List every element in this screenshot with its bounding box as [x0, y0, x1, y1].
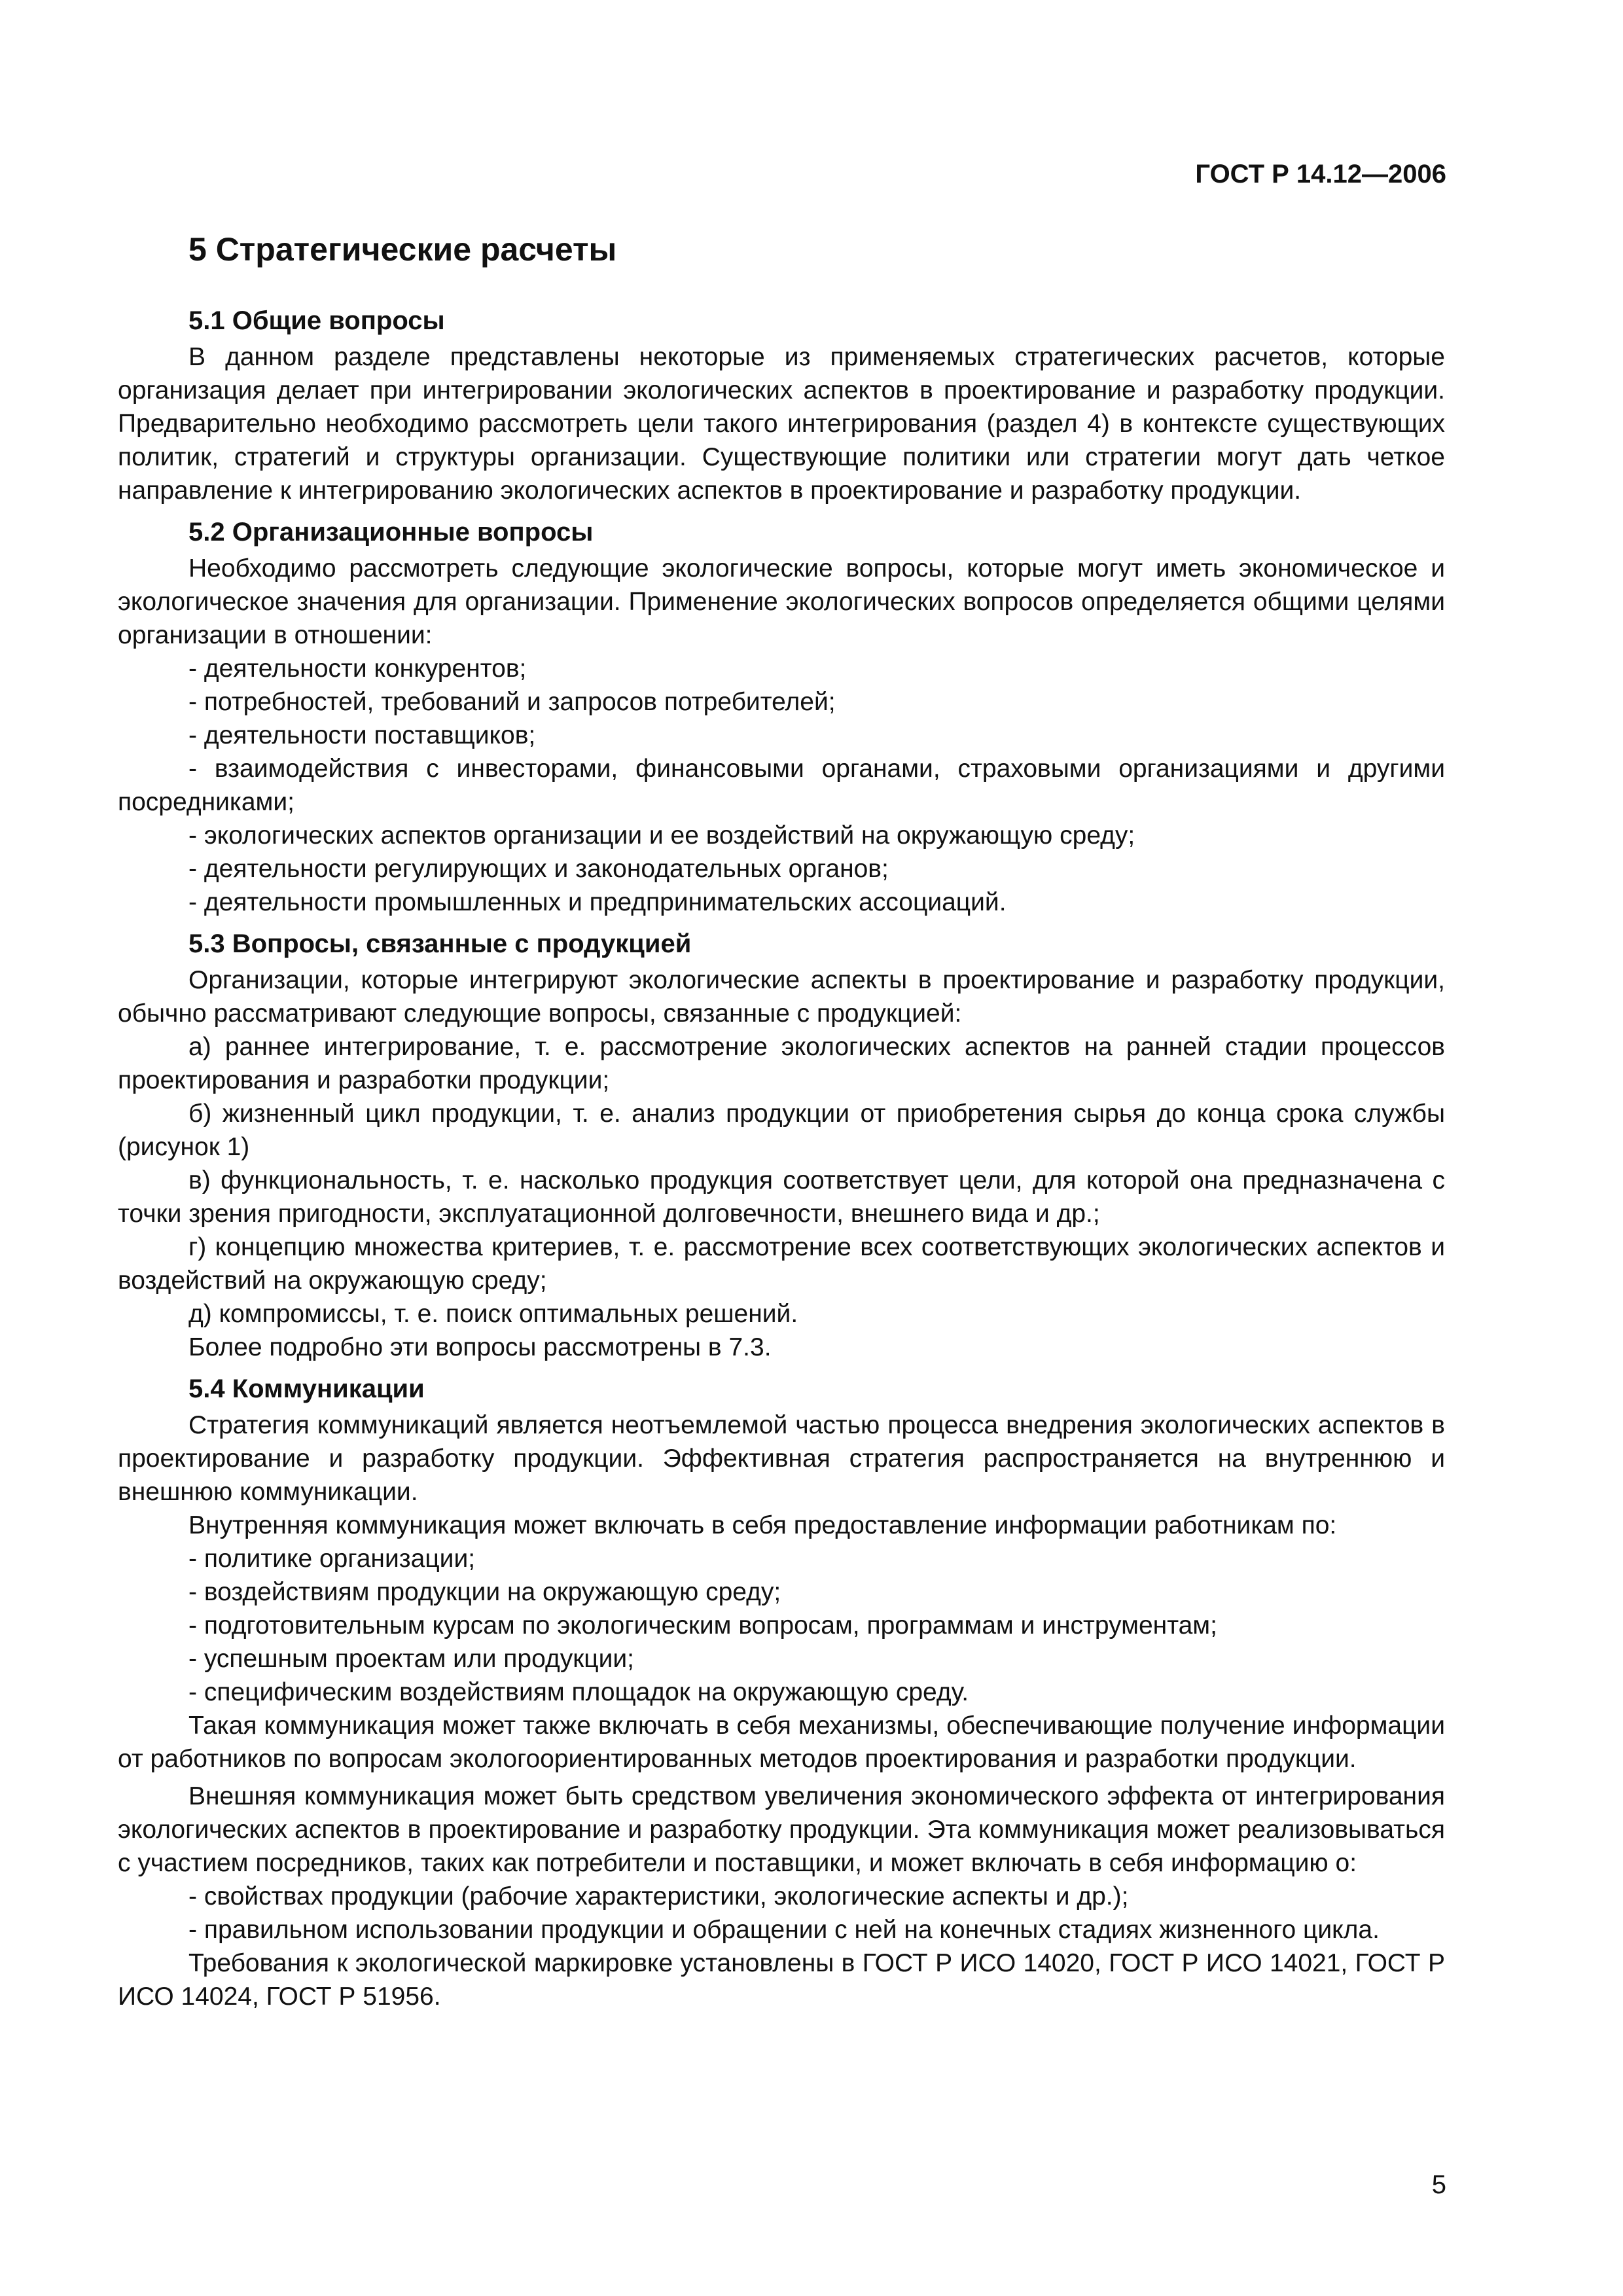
list-item: - экологических аспектов организации и ее воздействий на окружающую среду; [188, 821, 1135, 850]
paragraph: Организации, которые интегрируют экологические аспекты в проектирование и разработку продукции, обычно рассматривают следующие вопросы, связанные с продукцией: [118, 966, 1445, 1028]
list-item: - подготовительным курсам по экологическим вопросам, программам и инструментам; [188, 1611, 1217, 1640]
paragraph: В данном разделе представлены некоторые из применяемых стратегических расчетов, которые организация делает при интегрировании экологических аспектов в проектирование и разработку продукции. Предварительно необходимо рассмотреть цели такого интегрирования (раздел 4) в контексте существующих политик, стратегий и структуры организации. Существующие политики или стратегии могут дать четкое направление к интегрированию экологических аспектов в проектирование и разработку продукции. [118, 343, 1445, 505]
list-item: - взаимодействия с инвесторами, финансовыми органами, страховыми организациями и другими посредниками; [118, 755, 1445, 816]
list-item: - воздействиям продукции на окружающую среду; [188, 1578, 781, 1606]
list-item: - успешным проектам или продукции; [188, 1645, 635, 1673]
paragraph: Внутренняя коммуникация может включать в себя предоставление информации работникам по: [188, 1511, 1337, 1539]
page-content [118, 229, 1445, 2013]
subsection-title-5-3: 5.3 Вопросы, связанные с продукцией [188, 929, 692, 958]
list-item: - деятельности регулирующих и законодательных органов; [188, 855, 889, 883]
subsection-title-5-1: 5.1 Общие вопросы [188, 306, 445, 335]
page-number: 5 [1431, 2170, 1446, 2199]
paragraph: Внешняя коммуникация может быть средством увеличения экономического эффекта от интегрирования экологических аспектов в проектирование и разработку продукции. Эта коммуникация может реализовываться с участием посредников, таких как потребители и поставщики, и может включать в себя информацию о: [118, 1782, 1445, 1877]
list-item: г) концепцию множества критериев, т. е. рассмотрение всех соответствующих экологических аспектов и воздействий на окружающую среду; [118, 1233, 1445, 1295]
list-item: - деятельности промышленных и предпринимательских ассоциаций. [188, 888, 1007, 916]
list-item: б) жизненный цикл продукции, т. е. анализ продукции от приобретения сырья до конца срока службы (рисунок 1) [118, 1100, 1445, 1161]
list-item: - специфическим воздействиям площадок на окружающую среду. [188, 1678, 969, 1706]
list-item: д) компромиссы, т. е. поиск оптимальных решений. [188, 1300, 798, 1328]
list-item: - потребностей, требований и запросов потребителей; [188, 688, 836, 716]
paragraph: Стратегия коммуникаций является неотъемлемой частью процесса внедрения экологических аспектов в проектирование и разработку продукции. Эффективная стратегия распространяется на внутреннюю и внешнюю коммуникации. [118, 1411, 1445, 1506]
section-title: 5 Стратегические расчеты [188, 231, 617, 268]
subsection-title-5-4: 5.4 Коммуникации [188, 1374, 425, 1403]
subsection-title-5-2: 5.2 Организационные вопросы [188, 518, 594, 547]
list-item: - деятельности поставщиков; [188, 721, 536, 749]
paragraph: Такая коммуникация может также включать в себя механизмы, обеспечивающие получение информации от работников по вопросам экологоориентированных методов проектирования и разработки продукции. [118, 1712, 1445, 1773]
list-item: в) функциональность, т. е. насколько продукция соответствует цели, для которой она предназначена с точки зрения пригодности, эксплуатационной долговечности, внешнего вида и др.; [118, 1166, 1445, 1228]
list-item: - деятельности конкурентов; [188, 655, 527, 683]
paragraph: Более подробно эти вопросы рассмотрены в 7.3. [188, 1333, 772, 1361]
paragraph: Требования к экологической маркировке установлены в ГОСТ Р ИСО 14020, ГОСТ Р ИСО 14021, ГОСТ Р ИСО 14024, ГОСТ Р 51956. [118, 1949, 1445, 2011]
list-item: а) раннее интегрирование, т. е. рассмотрение экологических аспектов на ранней стадии процессов проектирования и разработки продукции; [118, 1033, 1445, 1094]
list-item: - свойствах продукции (рабочие характеристики, экологические аспекты и др.); [188, 1882, 1129, 1910]
list-item: - политике организации; [188, 1545, 476, 1573]
list-item: - правильном использовании продукции и обращении с ней на конечных стадиях жизненного цикла. [188, 1916, 1380, 1944]
document-code: ГОСТ Р 14.12—2006 [1195, 160, 1446, 188]
paragraph: Необходимо рассмотреть следующие экологические вопросы, которые могут иметь экономическое и экологическое значения для организации. Применение экологических вопросов определяется общими целями организации в отношении: [118, 554, 1445, 649]
